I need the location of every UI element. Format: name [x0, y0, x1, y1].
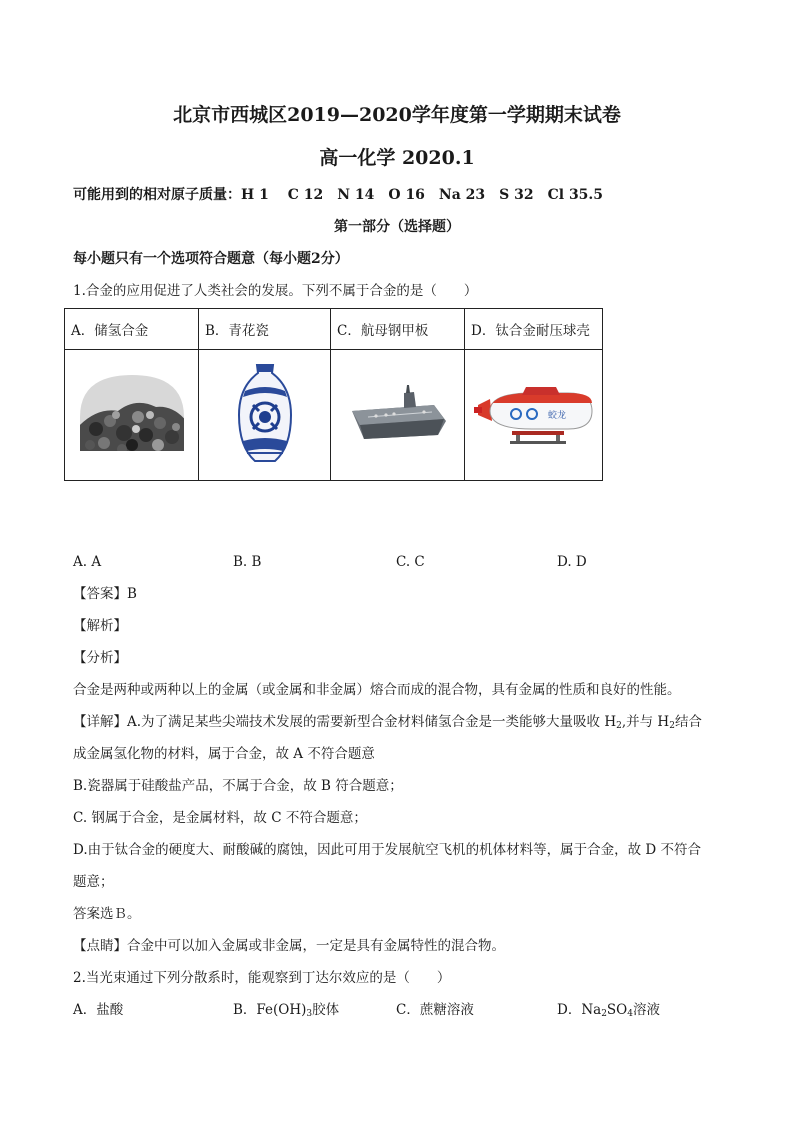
titanium-pressure-hull-submersible-image: [465, 350, 603, 481]
choice-c: C. C: [396, 554, 425, 570]
question-1-stem: 1.合金的应用促进了人类社会的发展。下列不属于合金的是（ ）: [73, 283, 478, 299]
option-a-label: A．储氢合金: [65, 309, 199, 350]
submersible-name-text: 蛟龙: [547, 411, 566, 421]
options-table: [64, 308, 603, 481]
question-2-stem: 2.当光束通过下列分散系时，能观察到丁达尔效应的是（ ）: [73, 970, 451, 986]
answer-line: 【答案】B: [73, 586, 137, 602]
detail-line-3: B.瓷器属于硅酸盐产品，不属于合金，故 B 符合题意；: [73, 778, 403, 794]
blue-white-porcelain-image: [199, 350, 331, 481]
fenxi-tag: 【分析】: [73, 650, 127, 666]
fenxi-text: 合金是两种或两种以上的金属（或金属和非金属）熔合而成的混合物，具有金属的性质和良好的性能。: [73, 682, 681, 698]
choice-a: A. A: [73, 554, 102, 570]
exam-title: 北京市西城区2019—2020学年度第一学期期末试卷: [173, 104, 621, 126]
conclusion-line: 答案选Ｂ。: [73, 906, 141, 922]
section-heading: 第一部分（选择题）: [334, 219, 460, 235]
choice-b: B. B: [233, 554, 262, 570]
detail-line-1: 【详解】A.为了满足某些尖端技术发展的需要新型合金材料储氢合金是一类能够大量吸收 $H_2$,并与 $H_2$结合: [73, 714, 702, 731]
detail-line-2: 成金属氢化物的材料，属于合金，故 A 不符合题意: [73, 746, 375, 762]
analysis-tag: 【解析】: [73, 618, 127, 634]
q2-choice-c: C．蔗糖溶液: [396, 1002, 474, 1018]
q2-choice-b: B．$Fe(OH)_3$胶体: [233, 1002, 340, 1019]
detail-line-4: C. 钢属于合金，是金属材料，故 C 不符合题意；: [73, 810, 367, 826]
q2-choice-d: D．$Na_2SO_4$溶液: [557, 1002, 660, 1019]
instruction-line: 每小题只有一个选项符合题意（每小题2分）: [73, 251, 349, 267]
atomic-mass-line: 可能用到的相对原子质量：H 1 C 12 N 14 O 16 Na 23 S 32 Cl 35.5: [73, 187, 604, 203]
aircraft-carrier-image: [331, 350, 465, 481]
detail-line-5: D.由于钛合金的硬度大、耐酸碱的腐蚀，因此可用于发展航空飞机的机体材料等，属于合金，故 D 不符合: [73, 842, 702, 858]
q2-choice-a: A．盐酸: [73, 1002, 124, 1018]
option-b-label: B．青花瓷: [199, 309, 331, 350]
hydrogen-storage-alloy-image: [65, 350, 199, 481]
dianjing-line: 【点睛】合金中可以加入金属或非金属，一定是具有金属特性的混合物。: [73, 938, 505, 954]
choice-d: D. D: [557, 554, 587, 570]
option-c-label: C．航母钢甲板: [331, 309, 465, 350]
detail-line-6: 题意；: [73, 874, 114, 890]
option-d-label: D．钛合金耐压球壳: [465, 309, 603, 350]
exam-subtitle: 高一化学 2020.1: [319, 147, 475, 169]
